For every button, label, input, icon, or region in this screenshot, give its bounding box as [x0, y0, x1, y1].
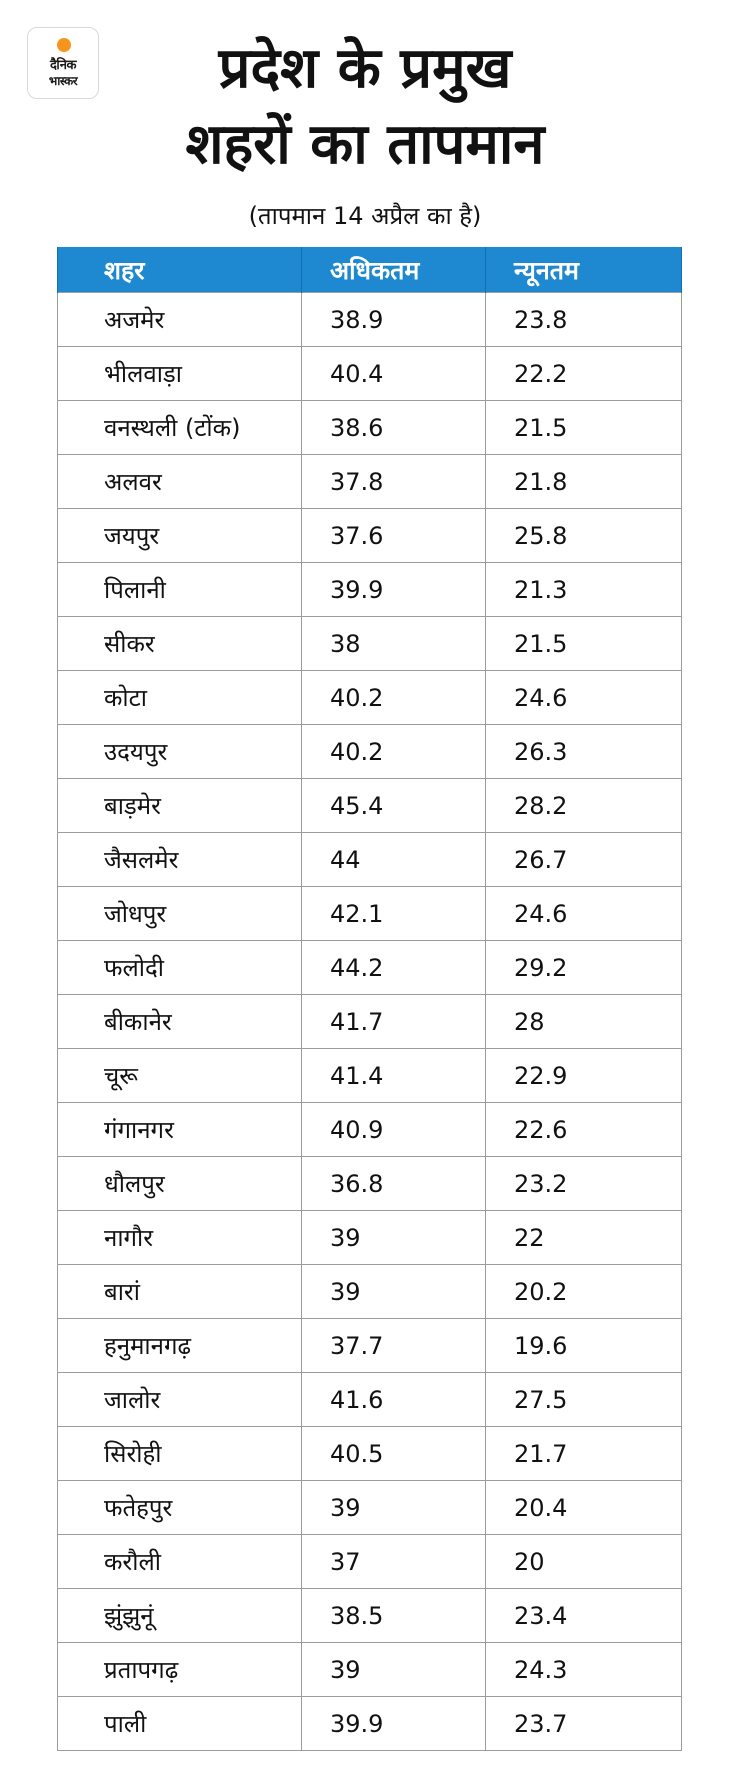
table-row	[58, 887, 682, 941]
table-row	[58, 833, 682, 887]
table-body	[58, 293, 682, 1751]
table-row	[58, 509, 682, 563]
table-row	[58, 455, 682, 509]
table-header	[58, 247, 682, 293]
table-row	[58, 671, 682, 725]
logo-text-line2: भास्कर	[48, 74, 78, 88]
max-temp-cell: 37.7	[302, 1319, 486, 1373]
min-temp-cell: 20.4	[486, 1481, 682, 1535]
max-temp-cell: 41.7	[302, 995, 486, 1049]
min-temp-cell: 22.6	[486, 1103, 682, 1157]
max-temp-cell: 41.4	[302, 1049, 486, 1103]
table-row	[58, 1535, 682, 1589]
table-row	[58, 725, 682, 779]
max-temp-cell: 38	[302, 617, 486, 671]
max-temp-cell: 44.2	[302, 941, 486, 995]
table-header-row	[58, 247, 682, 293]
city-cell: पिलानी	[58, 563, 302, 617]
min-temp-cell: 25.8	[486, 509, 682, 563]
city-cell: धौलपुर	[58, 1157, 302, 1211]
city-cell: सिरोही	[58, 1427, 302, 1481]
city-cell: उदयपुर	[58, 725, 302, 779]
city-cell: हनुमानगढ़	[58, 1319, 302, 1373]
city-cell: नागौर	[58, 1211, 302, 1265]
min-temp-cell: 21.3	[486, 563, 682, 617]
min-temp-cell: 23.2	[486, 1157, 682, 1211]
max-temp-cell: 40.9	[302, 1103, 486, 1157]
max-temp-cell: 39	[302, 1481, 486, 1535]
max-temp-cell: 41.6	[302, 1373, 486, 1427]
table-row	[58, 1211, 682, 1265]
max-temp-cell: 37.8	[302, 455, 486, 509]
table-row	[58, 1049, 682, 1103]
city-cell: करौली	[58, 1535, 302, 1589]
date-note: (तापमान 14 अप्रैल का है)	[248, 202, 482, 230]
column-header-city: शहर	[58, 247, 302, 293]
column-header-max: अधिकतम	[302, 247, 486, 293]
min-temp-cell: 22	[486, 1211, 682, 1265]
table-row	[58, 995, 682, 1049]
table-row	[58, 1157, 682, 1211]
min-temp-cell: 20.2	[486, 1265, 682, 1319]
city-cell: चूरू	[58, 1049, 302, 1103]
min-temp-cell: 27.5	[486, 1373, 682, 1427]
max-temp-cell: 45.4	[302, 779, 486, 833]
min-temp-cell: 24.6	[486, 671, 682, 725]
city-cell: जालोर	[58, 1373, 302, 1427]
table-row	[58, 1481, 682, 1535]
min-temp-cell: 22.2	[486, 347, 682, 401]
logo-text-line1: दैनिक	[50, 58, 76, 73]
min-temp-cell: 23.8	[486, 293, 682, 347]
page-title-line1: प्रदेश के प्रमुख	[218, 36, 512, 101]
max-temp-cell: 40.5	[302, 1427, 486, 1481]
table-row	[58, 617, 682, 671]
max-temp-cell: 39	[302, 1211, 486, 1265]
city-cell: प्रतापगढ़	[58, 1643, 302, 1697]
min-temp-cell: 22.9	[486, 1049, 682, 1103]
max-temp-cell: 38.5	[302, 1589, 486, 1643]
max-temp-cell: 39	[302, 1265, 486, 1319]
max-temp-cell: 39.9	[302, 563, 486, 617]
city-cell: गंगानगर	[58, 1103, 302, 1157]
min-temp-cell: 29.2	[486, 941, 682, 995]
table-row	[58, 293, 682, 347]
max-temp-cell: 40.4	[302, 347, 486, 401]
min-temp-cell: 20	[486, 1535, 682, 1589]
min-temp-cell: 26.7	[486, 833, 682, 887]
city-cell: भीलवाड़ा	[58, 347, 302, 401]
min-temp-cell: 21.8	[486, 455, 682, 509]
max-temp-cell: 40.2	[302, 671, 486, 725]
min-temp-cell: 21.5	[486, 401, 682, 455]
table-row	[58, 1589, 682, 1643]
max-temp-cell: 44	[302, 833, 486, 887]
min-temp-cell: 28	[486, 995, 682, 1049]
min-temp-cell: 19.6	[486, 1319, 682, 1373]
min-temp-cell: 21.7	[486, 1427, 682, 1481]
city-cell: जोधपुर	[58, 887, 302, 941]
max-temp-cell: 39	[302, 1643, 486, 1697]
min-temp-cell: 21.5	[486, 617, 682, 671]
city-cell: फतेहपुर	[58, 1481, 302, 1535]
table-row	[58, 1319, 682, 1373]
page-title-line2: शहरों का तापमान	[185, 112, 545, 177]
table-row	[58, 1265, 682, 1319]
city-cell: सीकर	[58, 617, 302, 671]
max-temp-cell: 38.6	[302, 401, 486, 455]
table-row	[58, 941, 682, 995]
city-cell: कोटा	[58, 671, 302, 725]
temperature-table	[57, 247, 682, 1751]
table-row	[58, 347, 682, 401]
table-row	[58, 1427, 682, 1481]
table-row	[58, 1103, 682, 1157]
table-row	[58, 563, 682, 617]
city-cell: पाली	[58, 1697, 302, 1751]
min-temp-cell: 23.7	[486, 1697, 682, 1751]
city-cell: वनस्थली (टोंक)	[58, 401, 302, 455]
city-cell: जयपुर	[58, 509, 302, 563]
city-cell: फलोदी	[58, 941, 302, 995]
city-cell: बीकानेर	[58, 995, 302, 1049]
table-row	[58, 1373, 682, 1427]
max-temp-cell: 42.1	[302, 887, 486, 941]
city-cell: बारां	[58, 1265, 302, 1319]
min-temp-cell: 28.2	[486, 779, 682, 833]
table-row	[58, 1697, 682, 1751]
table-row	[58, 1643, 682, 1697]
min-temp-cell: 23.4	[486, 1589, 682, 1643]
city-cell: झुंझुनूं	[58, 1589, 302, 1643]
max-temp-cell: 39.9	[302, 1697, 486, 1751]
city-cell: अलवर	[58, 455, 302, 509]
max-temp-cell: 37	[302, 1535, 486, 1589]
min-temp-cell: 24.6	[486, 887, 682, 941]
max-temp-cell: 36.8	[302, 1157, 486, 1211]
column-header-min: न्यूनतम	[486, 247, 682, 293]
min-temp-cell: 26.3	[486, 725, 682, 779]
max-temp-cell: 37.6	[302, 509, 486, 563]
min-temp-cell: 24.3	[486, 1643, 682, 1697]
max-temp-cell: 38.9	[302, 293, 486, 347]
city-cell: बाड़मेर	[58, 779, 302, 833]
city-cell: जैसलमेर	[58, 833, 302, 887]
max-temp-cell: 40.2	[302, 725, 486, 779]
table-row	[58, 779, 682, 833]
city-cell: अजमेर	[58, 293, 302, 347]
table-row	[58, 401, 682, 455]
